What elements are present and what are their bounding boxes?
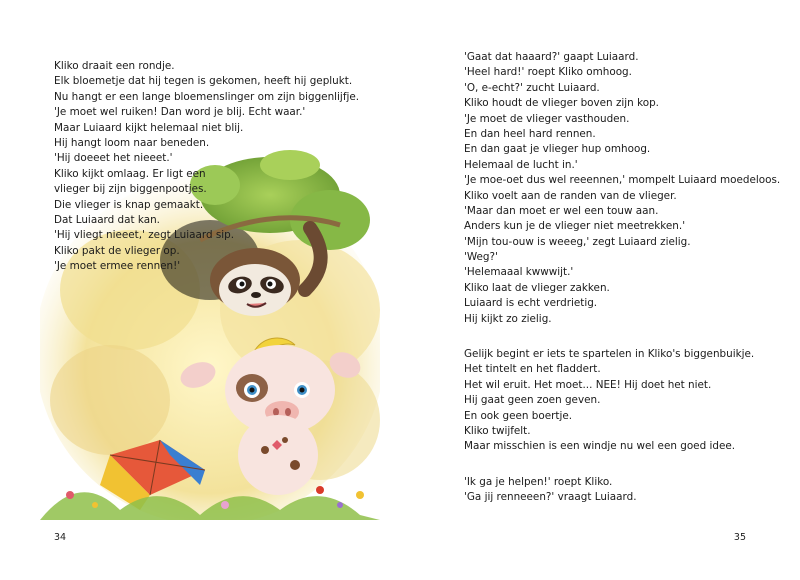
- text-line: 'Mijn tou-ouw is weeeg,' zegt Luiaard zielig.: [464, 235, 691, 248]
- text-line: 'Gaat dat haaard?' gaapt Luiaard.: [464, 51, 639, 63]
- page-number-left: 34: [54, 532, 67, 543]
- text-line: 'Je moet de vlieger vasthouden.: [464, 112, 630, 125]
- right-page: [400, 0, 800, 580]
- text-line: 'Je moet ermee rennen!': [54, 260, 181, 273]
- text-line: En ook geen boertje.: [464, 409, 573, 422]
- text-line: Kliko laat de vlieger zakken.: [464, 281, 610, 294]
- text-line: vlieger bij zijn biggenpootjes.: [54, 183, 207, 196]
- text-line: 'Hij doeeet het nieeet.': [54, 152, 173, 165]
- page-number-right: 35: [733, 532, 746, 543]
- text-line: Kliko twijfelt.: [464, 424, 531, 437]
- text-line: Kliko pakt de vlieger op.: [54, 244, 180, 257]
- right-page-text: [464, 50, 780, 506]
- text-line: Helemaal de lucht in.': [464, 158, 578, 171]
- text-line: Nu hangt er een lange bloemenslinger om zijn biggenlijfje.: [54, 90, 360, 103]
- text-line: 'Ga jij renneeen?' vraagt Luiaard.: [464, 491, 637, 504]
- text-line: Kliko houdt de vlieger boven zijn kop.: [464, 97, 659, 110]
- text-line: 'Je moet wel ruiken! Dan word je blij. Echt waar.': [54, 106, 306, 119]
- text-line: Het tintelt en het fladdert.: [464, 363, 601, 376]
- text-line: 'Helemaaal kwwwijt.': [464, 266, 574, 279]
- text-line: Hij hangt loom naar beneden.: [54, 136, 210, 149]
- text-line: 'Ik ga je helpen!' roept Kliko.: [464, 475, 613, 488]
- text-line: Hij kijkt zo zielig.: [464, 312, 552, 325]
- text-line: Luiaard is echt verdrietig.: [464, 297, 598, 310]
- text-line: 'Hij vliegt nieeet,' zegt Luiaard sip.: [54, 229, 235, 242]
- text-line: Die vlieger is knap gemaakt.: [54, 198, 204, 211]
- text-line: En dan gaat je vlieger hup omhoog.: [464, 143, 651, 156]
- paragraph-gap: [464, 327, 780, 347]
- paragraph-gap: [464, 455, 780, 475]
- text-line: Maar Luiaard kijkt helemaal niet blij.: [54, 121, 244, 134]
- text-line: Maar misschien is een windje nu wel een goed idee.: [464, 440, 736, 453]
- left-page-text: [54, 59, 359, 274]
- text-line: Dat Luiaard dat kan.: [54, 213, 160, 226]
- text-line: Gelijk begint er iets te spartelen in Kliko's biggenbuikje.: [464, 348, 755, 361]
- text-line: Kliko voelt aan de randen van de vlieger.: [464, 189, 677, 202]
- text-line: Kliko kijkt omlaag. Er ligt een: [54, 167, 206, 180]
- text-line: 'Maar dan moet er wel een touw aan.: [464, 204, 659, 217]
- text-line: Kliko draait een rondje.: [54, 60, 175, 72]
- text-line: 'Heel hard!' roept Kliko omhoog.: [464, 66, 632, 79]
- text-line: 'Je moe-oet dus wel reeennen,' mompelt Luiaard moedeloos.: [464, 174, 781, 187]
- text-line: 'Weg?': [464, 251, 498, 264]
- text-line: Elk bloemetje dat hij tegen is gekomen, heeft hij geplukt.: [54, 75, 353, 88]
- text-line: Het wil eruit. Het moet... NEE! Hij doet het niet.: [464, 378, 712, 391]
- text-line: 'O, e-echt?' zucht Luiaard.: [464, 81, 600, 94]
- text-line: En dan heel hard rennen.: [464, 127, 596, 140]
- text-line: Anders kun je de vlieger niet meetrekken.': [464, 220, 686, 233]
- text-line: Hij gaat geen zoen geven.: [464, 394, 601, 407]
